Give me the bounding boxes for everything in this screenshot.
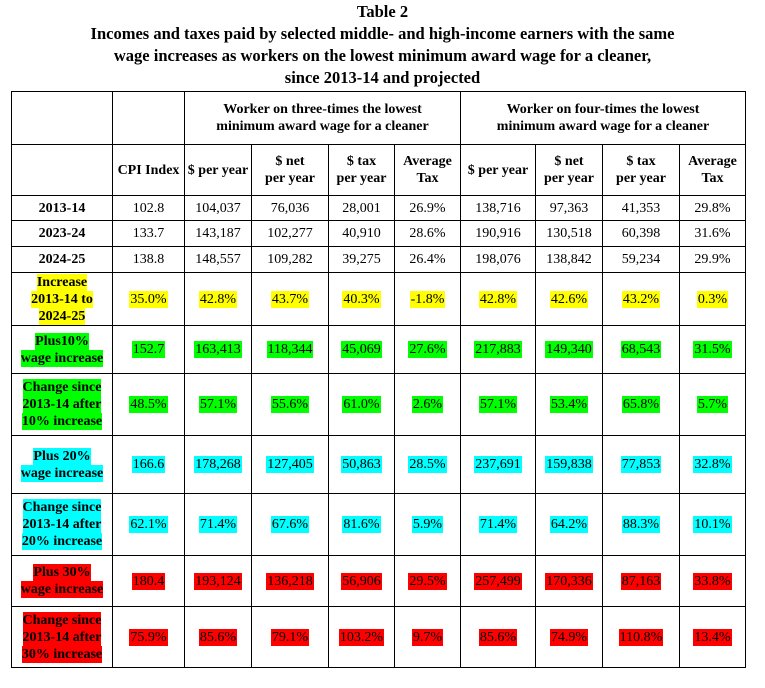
cell-value: 64.2% — [550, 517, 588, 532]
cell-value: 103.2% — [339, 629, 384, 645]
row-label — [12, 556, 113, 607]
table-row — [12, 273, 746, 326]
cell-value: 29.9% — [694, 252, 731, 267]
cell-value: 136,218 — [267, 573, 313, 589]
table-cell — [680, 326, 746, 374]
cell-value: 48.5% — [130, 397, 167, 412]
cell-value: 71.4% — [479, 517, 517, 532]
cell-value: 5.9% — [412, 517, 443, 532]
table-cell — [185, 607, 252, 668]
cell-value: 163,413 — [195, 342, 241, 357]
table-cell — [113, 247, 185, 273]
column-header-line: $ per year — [187, 162, 249, 178]
table-cell — [252, 273, 329, 326]
cell-value: 32.8% — [694, 457, 731, 472]
cell-value: 71.4% — [199, 517, 237, 532]
table-cell — [395, 494, 461, 556]
column-header-line: $ tax — [346, 154, 377, 169]
column-header-line: Average — [688, 154, 737, 169]
row-label-line: 2024-25 — [38, 308, 86, 324]
table-cell — [461, 196, 536, 221]
column-header-line: per year — [544, 171, 594, 186]
table-cell — [329, 436, 395, 494]
table-cell — [680, 607, 746, 668]
table-cell — [395, 196, 461, 221]
column-header-line: $ tax — [626, 154, 656, 169]
cell-value: 27.6% — [409, 342, 446, 357]
row-label-line: 30% increase — [21, 646, 103, 662]
table-cell — [329, 374, 395, 436]
table-cell — [395, 374, 461, 436]
cell-value: 102,277 — [267, 226, 313, 241]
table-cell — [603, 221, 680, 247]
row-label-line: Change since — [22, 500, 102, 515]
table-cell — [603, 326, 680, 374]
cell-value: 217,883 — [475, 342, 521, 357]
cell-value: 5.7% — [697, 397, 728, 412]
table-cell — [461, 221, 536, 247]
column-header — [395, 145, 461, 196]
table-cell — [329, 494, 395, 556]
table-cell — [395, 273, 461, 326]
table-cell — [461, 494, 536, 556]
cell-value: 68,543 — [621, 342, 661, 357]
row-label-line: Change since — [22, 380, 102, 395]
table-cell — [603, 607, 680, 668]
cell-value: 102.8 — [132, 200, 165, 216]
column-header-row — [12, 145, 746, 196]
cell-value: 170,336 — [546, 573, 592, 589]
cell-value: 56,906 — [342, 573, 381, 589]
column-header-line: Tax — [701, 171, 724, 186]
cell-value: 87,163 — [621, 573, 661, 589]
cell-value: 26.4% — [409, 252, 446, 267]
table-cell — [680, 221, 746, 247]
cell-value: 28.5% — [409, 457, 446, 472]
cell-value: 45,069 — [342, 342, 381, 357]
table-cell — [252, 494, 329, 556]
cell-value: 13.4% — [694, 629, 731, 645]
row-label-line: 10% increase — [21, 414, 103, 429]
table-cell — [395, 221, 461, 247]
table-cell — [329, 273, 395, 326]
row-label-line: 2013-14 to — [31, 291, 93, 307]
cell-value: 43.2% — [622, 291, 660, 307]
table-cell — [185, 221, 252, 247]
cell-value: 97,363 — [549, 200, 589, 216]
table-subtitle-line-1: Incomes and taxes paid by selected middle- and high-income earners with the same — [90, 24, 675, 43]
cell-value: 79.1% — [271, 629, 309, 645]
row-label-line: 2013-14 after — [22, 629, 102, 645]
cell-value: 2.6% — [412, 397, 443, 412]
cell-value: 133.7 — [132, 226, 165, 241]
cell-value: 31.6% — [694, 226, 731, 241]
table-cell — [113, 556, 185, 607]
table-cell — [536, 247, 603, 273]
column-header — [185, 145, 252, 196]
row-label-line: Plus10% — [35, 333, 89, 349]
cell-value: 109,282 — [267, 252, 313, 267]
cell-value: 55.6% — [271, 397, 309, 412]
row-label — [12, 273, 113, 326]
row-label — [12, 196, 113, 221]
cell-value: 10.1% — [694, 517, 731, 532]
cell-value: 57.1% — [199, 397, 237, 412]
cell-value: 178,268 — [195, 457, 241, 472]
cell-value: 138,716 — [475, 200, 521, 216]
cell-value: 180.4 — [132, 573, 165, 589]
table-cell — [185, 196, 252, 221]
table-cell — [185, 494, 252, 556]
cell-value: 193,124 — [195, 573, 241, 589]
column-header-line: CPI Index — [117, 162, 180, 178]
row-label-line: 2013-14 after — [22, 517, 102, 532]
group-header-line: minimum award wage for a cleaner — [216, 119, 429, 134]
cell-value: 57.1% — [479, 397, 517, 412]
column-header — [252, 145, 329, 196]
table-cell — [680, 247, 746, 273]
row-label-line: wage increase — [20, 465, 104, 481]
cell-value: 159,838 — [546, 457, 592, 472]
table-cell — [252, 607, 329, 668]
cell-value: 43.7% — [271, 291, 309, 307]
cell-value: 61.0% — [343, 397, 380, 412]
cell-value: 75.9% — [130, 629, 167, 645]
row-label — [12, 221, 113, 247]
column-header-line: per year — [616, 171, 666, 186]
cell-value: 198,076 — [475, 252, 521, 267]
row-label-line: Plus 20% — [33, 448, 91, 464]
table-cell — [536, 494, 603, 556]
table-cell — [395, 607, 461, 668]
table-cell — [603, 273, 680, 326]
row-label-line: 20% increase — [21, 534, 103, 549]
table-cell — [536, 556, 603, 607]
cell-value: 62.1% — [130, 517, 167, 532]
column-header-line: Average — [403, 154, 452, 169]
column-header-line: per year — [265, 171, 315, 186]
cell-value: 65.8% — [622, 397, 660, 412]
table-cell — [252, 247, 329, 273]
group-header-three-times — [185, 92, 461, 145]
column-header — [680, 145, 746, 196]
column-header-line: $ net — [554, 154, 584, 169]
table-cell — [329, 607, 395, 668]
row-label — [12, 436, 113, 494]
row-label-line: 2013-14 — [38, 200, 86, 216]
table-row — [12, 374, 746, 436]
cell-value: 9.7% — [412, 629, 443, 645]
table-row — [12, 221, 746, 247]
cell-value: 42.6% — [550, 291, 588, 307]
table-cell — [395, 247, 461, 273]
empty-corner-cell — [12, 92, 113, 145]
table-row — [12, 436, 746, 494]
empty-label-header-cell — [12, 145, 113, 196]
table-cell — [329, 556, 395, 607]
table-cell — [536, 607, 603, 668]
column-header-line: per year — [336, 171, 387, 186]
table-cell — [461, 436, 536, 494]
table-subtitle-line-2: wage increases as workers on the lowest minimum award wage for a cleaner, — [113, 46, 652, 65]
cell-value: 85.6% — [199, 629, 237, 645]
table-cell — [329, 247, 395, 273]
cell-value: 152.7 — [132, 342, 165, 357]
table-cell — [113, 196, 185, 221]
group-header-line: minimum award wage for a cleaner — [496, 119, 710, 134]
column-header — [329, 145, 395, 196]
table-cell — [680, 436, 746, 494]
table-cell — [185, 326, 252, 374]
cell-value: 35.0% — [130, 291, 167, 307]
row-label — [12, 494, 113, 556]
cell-value: 237,691 — [475, 457, 521, 472]
cell-value: 31.5% — [694, 342, 731, 357]
column-header — [461, 145, 536, 196]
table-cell — [603, 494, 680, 556]
table-cell — [113, 273, 185, 326]
cell-value: 88.3% — [622, 517, 660, 532]
row-label-line: wage increase — [20, 582, 104, 597]
row-label — [12, 607, 113, 668]
table-cell — [185, 374, 252, 436]
cell-value: 29.5% — [409, 573, 446, 589]
cell-value: 28,001 — [342, 200, 381, 216]
table-cell — [113, 326, 185, 374]
cell-value: 74.9% — [550, 629, 588, 645]
table-cell — [185, 436, 252, 494]
table-cell — [252, 196, 329, 221]
table-cell — [113, 374, 185, 436]
row-label-line: Plus 30% — [33, 565, 91, 580]
row-label-line: Change since — [22, 612, 102, 628]
cell-value: 257,499 — [475, 573, 521, 589]
table-cell — [461, 556, 536, 607]
cell-value: 28.6% — [409, 226, 446, 241]
table-cell — [395, 556, 461, 607]
table-cell — [461, 607, 536, 668]
cell-value: 85.6% — [479, 629, 517, 645]
cell-value: 77,853 — [621, 457, 661, 472]
table-row — [12, 556, 746, 607]
table-cell — [185, 247, 252, 273]
row-label-line: wage increase — [20, 350, 104, 366]
table-cell — [252, 374, 329, 436]
cell-value: 42.8% — [199, 291, 237, 307]
table-cell — [461, 326, 536, 374]
table-cell — [680, 374, 746, 436]
table-subtitle-line-3: since 2013-14 and projected — [284, 68, 481, 87]
cell-value: 190,916 — [475, 226, 521, 241]
row-label-line: 2024-25 — [38, 252, 86, 267]
income-tax-table — [11, 91, 746, 668]
table-row — [12, 196, 746, 221]
table-cell — [252, 556, 329, 607]
column-header-line: $ net — [275, 154, 305, 169]
table-cell — [680, 556, 746, 607]
cell-value: 76,036 — [270, 200, 310, 216]
table-cell — [536, 326, 603, 374]
table-cell — [252, 326, 329, 374]
table-cell — [329, 221, 395, 247]
table-cell — [680, 196, 746, 221]
cell-value: 138,842 — [546, 252, 592, 267]
table-cell — [113, 436, 185, 494]
row-label-line: 2013-14 after — [22, 397, 102, 412]
table-title: Table 2 — [356, 2, 409, 21]
column-header-line: Tax — [416, 171, 439, 186]
cell-value: 26.9% — [409, 200, 446, 216]
table-cell — [536, 273, 603, 326]
group-header-line: Worker on three-times the lowest — [223, 102, 422, 117]
cell-value: 0.3% — [697, 291, 728, 307]
row-label — [12, 326, 113, 374]
cell-value: 40.3% — [343, 291, 380, 307]
table-cell — [603, 436, 680, 494]
cell-value: 166.6 — [132, 457, 165, 472]
column-header — [603, 145, 680, 196]
table-cell — [603, 247, 680, 273]
table-cell — [113, 221, 185, 247]
table-cell — [536, 221, 603, 247]
table-cell — [536, 436, 603, 494]
cell-value: 127,405 — [267, 457, 313, 472]
group-header-four-times — [461, 92, 746, 145]
cell-value: 59,234 — [621, 252, 661, 267]
cell-value: 40,910 — [342, 226, 381, 241]
row-label-line: 2023-24 — [38, 226, 86, 241]
cell-value: 148,557 — [195, 252, 241, 267]
cell-value: 33.8% — [694, 573, 731, 589]
cell-value: 39,275 — [342, 252, 381, 267]
table-cell — [329, 196, 395, 221]
cell-value: 143,187 — [195, 226, 241, 241]
group-header-line: Worker on four-times the lowest — [506, 102, 700, 117]
group-header-row — [12, 92, 746, 145]
table-cell — [680, 494, 746, 556]
table-cell — [185, 273, 252, 326]
table-cell — [680, 273, 746, 326]
cell-value: 50,863 — [342, 457, 381, 472]
cell-value: 149,340 — [546, 342, 592, 357]
table-cell — [113, 607, 185, 668]
table-cell — [461, 374, 536, 436]
table-cell — [113, 494, 185, 556]
column-header — [536, 145, 603, 196]
cell-value: 41,353 — [621, 200, 661, 216]
row-label — [12, 247, 113, 273]
table-cell — [603, 556, 680, 607]
table-cell — [395, 436, 461, 494]
cell-value: -1.8% — [410, 291, 445, 307]
table-row — [12, 247, 746, 273]
table-cell — [185, 556, 252, 607]
row-label — [12, 374, 113, 436]
table-cell — [395, 326, 461, 374]
cell-value: 138.8 — [132, 252, 165, 267]
table-cell — [329, 326, 395, 374]
empty-cpi-group-cell — [113, 92, 185, 145]
column-header — [113, 145, 185, 196]
cell-value: 81.6% — [343, 517, 380, 532]
row-label-line: Increase — [36, 274, 88, 290]
table-cell — [461, 273, 536, 326]
cell-value: 53.4% — [550, 397, 588, 412]
table-cell — [461, 247, 536, 273]
table-cell — [536, 374, 603, 436]
cell-value: 29.8% — [694, 200, 731, 216]
table-cell — [603, 196, 680, 221]
table-row — [12, 607, 746, 668]
table-row — [12, 494, 746, 556]
cell-value: 104,037 — [195, 200, 241, 216]
cell-value: 60,398 — [621, 226, 661, 241]
column-header-line: $ per year — [467, 162, 529, 178]
table-row — [12, 326, 746, 374]
table-cell — [252, 221, 329, 247]
table-cell — [536, 196, 603, 221]
cell-value: 67.6% — [271, 517, 309, 532]
table-cell — [252, 436, 329, 494]
table-cell — [603, 374, 680, 436]
cell-value: 110.8% — [619, 629, 663, 645]
cell-value: 130,518 — [546, 226, 592, 241]
cell-value: 42.8% — [479, 291, 517, 307]
cell-value: 118,344 — [267, 342, 313, 357]
